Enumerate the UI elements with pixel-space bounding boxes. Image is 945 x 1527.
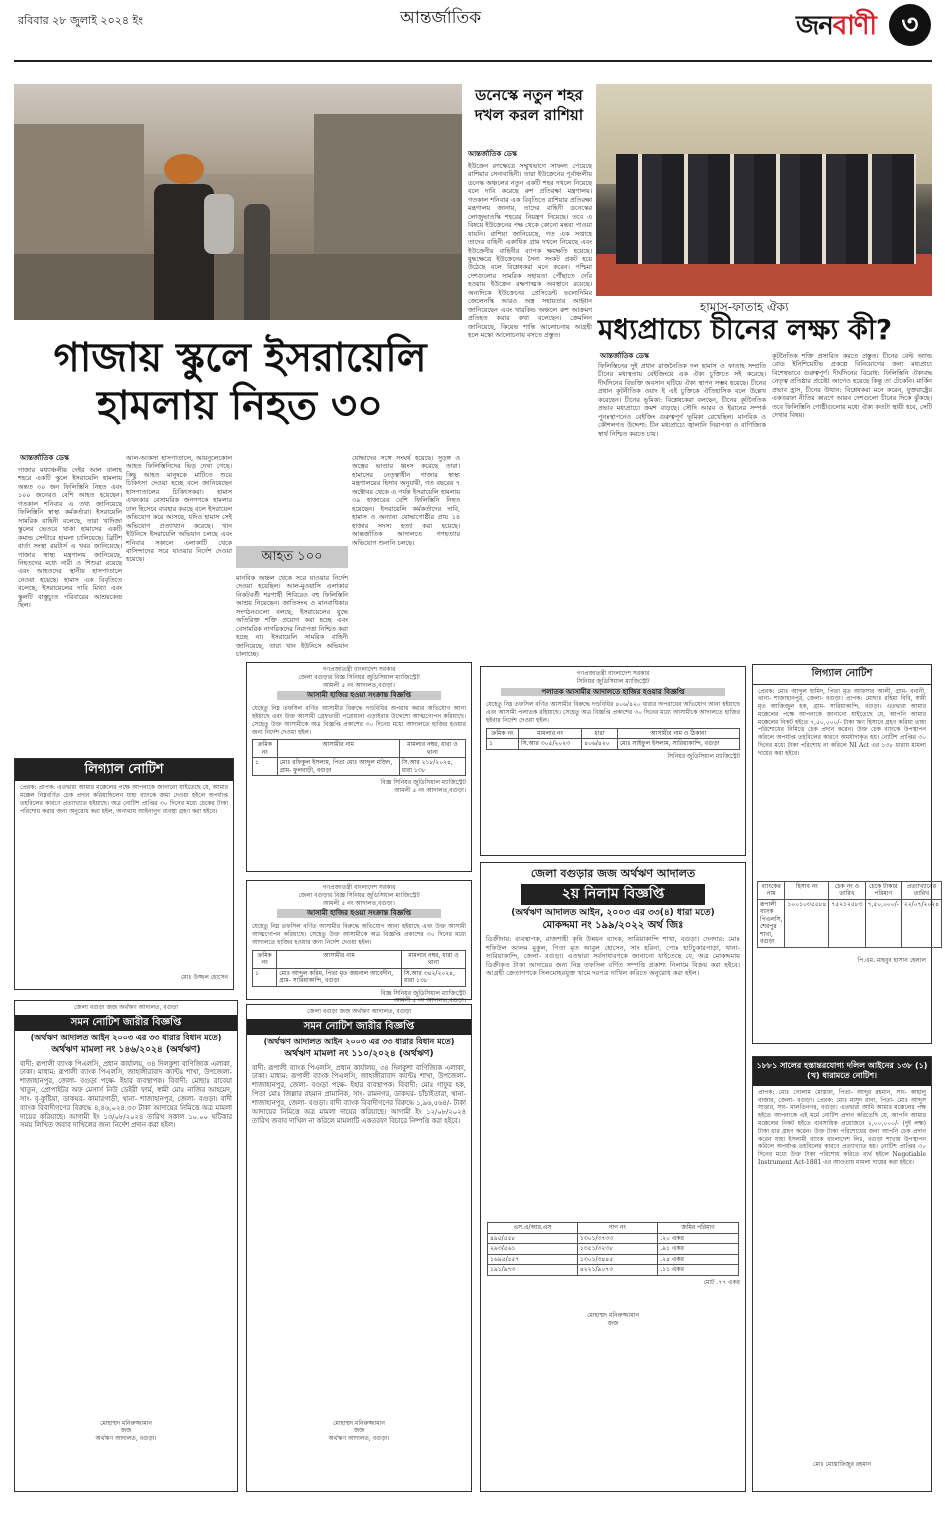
warrant1-cell: ১ (253, 758, 278, 776)
auction-cell: ১৩৫১/৩২৩৮ (577, 1244, 657, 1255)
issue-date: রবিবার ২৮ জুলাই ২০২৪ ইং (18, 14, 143, 27)
warrant-notice-2 (246, 880, 472, 1005)
auction-th-0: এস.এ/আর.এস (488, 1223, 578, 1234)
legal-right-th-1: হিসাব নং (785, 881, 829, 899)
middle-east-body-2: কূটনৈতিক শক্তি প্রসারিত করতে প্রস্তুত। চীনের বেল্ট অ্যান্ড রোড ইনিশিয়েটিভ প্রকল্পে বিনিয়োগের জন্য মধ্যপ্রাচ্য বিশেষভাবে গুরুত্বপূর্ণ। দীর্ঘদিনের বিরোধ: ফিলিস্তিনি ঐক্যবদ্ধ নেতৃত্ব প্রতিষ্ঠার প্রচেষ্টা আগেও হয়েছে কিন্তু তা টেকেনি। মার্কিন প্রভাব হ্রাস, চীনের উত্থান: বিশ্লেষকরা মনে করেন, যুক্তরাষ্ট্রের একতরফা নীতির কারণে আরব দেশগুলো চীনের দিকে ঝুঁকছে। তবে ফিলিস্তিনি গোষ্ঠীগুলোর মধ্যে ঐক্য কতটা স্থায়ী হবে, সেটি দেখার বিষয়। (772, 352, 932, 420)
logo-part-b: বাণী (832, 11, 876, 41)
legal-right-th-3: চেকে টাকার পরিমাণ (865, 881, 901, 899)
legal-right-cell: ২২/০৭/২০২৪ (901, 899, 941, 947)
middle-east-kicker: হামাস-ফাতাহ ঐক্য (700, 300, 789, 314)
warrant-notice-3 (480, 666, 746, 856)
auction-cell: ৪২২১/৯০৭৩ (577, 1265, 657, 1276)
warrant3-cell: ৪০৬/৪২০ (582, 739, 618, 750)
auction-cell: ১৩০১/৩৪৪৫ (577, 1254, 657, 1265)
header-rule (14, 60, 932, 62)
auction-case: মোকদ্দমা নং ১৯৯/২০২২ অর্থ জিঃ (542, 919, 684, 931)
legal-right-cell: ৭,৫০,০০০/- (865, 899, 901, 947)
gaza-body-4: যোদ্ধাদের সঙ্গে সংঘর্ষ হয়েছে। সুড়ঙ্গ ও অস্ত্রের ভাণ্ডার ধ্বংস করেছে তারা। হামাসের নেতৃত্বাধীন গাজার স্বাস্থ্য মন্ত্রণালয়ের হিসাব অনুযায়ী, গত বছরের ৭ অক্টোবর থেকে এ পর্যন্ত ইসরায়েলি হামলায় ৩৯ হাজারের বেশি ফিলিস্তিনি নিহত হয়েছেন। ইসরায়েলি কর্মকর্তাদের দাবি, হামাস ও অন্যান্য যোদ্ধাগোষ্ঠীর প্রায় ১৪ হাজার সদস্য হত্যা করা হয়েছে। আন্তর্জাতিক আদালতে গণহত্যার অভিযোগ শুনানি চলছে। (352, 454, 460, 547)
table-row (488, 1244, 739, 1255)
russia-body: ইউক্রেন রণক্ষেত্রে সম্মুখভাগে সাফল্য পেয়েছে রাশিয়ার সেনাবাহিনী। তারা ইউক্রেনের পূর্বাঞ্চলীয় ডনেস্ক অঞ্চলের নতুন একটি শহর দখলে নিয়েছে বলে দাবি করেছে রুশ প্রতিরক্ষা মন্ত্রণালয়। গতকাল শনিবার এক বিবৃতিতে রাশিয়ার প্রতিরক্ষা মন্ত্রণালয় জানায়, তাদের বাহিনী ডনেস্কের লোজুভাতস্কি শহরের নিয়ন্ত্রণ নিয়েছে। তবে এ বিষয়ে ইউক্রেনের পক্ষ থেকে কোনো মন্তব্য পাওয়া যায়নি। রাশিয়া জানিয়েছে, গত এক সপ্তাহে তাদের বাহিনী একাধিক গ্রাম দখলে নিয়েছে এবং ইউক্রেনীয় বাহিনীর ব্যাপক ক্ষয়ক্ষতি হয়েছে। যুদ্ধক্ষেত্রে ইউক্রেনের সৈন্য সংকট প্রকট হয়ে উঠেছে বলে বিশ্লেষকরা মনে করেন। পশ্চিমা দেশগুলোর সামরিক সহায়তা পৌঁছাতে দেরি হওয়ায় ইউক্রেন রক্ষণাত্মক অবস্থানে রয়েছে। অন্যদিকে ইউক্রেনের প্রেসিডেন্ট ভলোদিমির জেলেনস্কি আরও অস্ত্র সহায়তার আহ্বান জানিয়েছেন এবং খারকিভ অঞ্চলে রুশ আক্রমণ প্রতিহত করার কথা বলেছেন। ক্রেমলিন জানিয়েছে, কিয়েভ শান্তি আলোচনায় আগ্রহী হলে মস্কো আলোচনায় বসতে প্রস্তুত। (468, 162, 592, 340)
gaza-body-3: মানবিক অঞ্চল থেকে সরে যাওয়ার নির্দেশ দেওয়া হয়েছিল। আল-মুওয়াসি এলাকার নিকটবর্তী শরণার্থী শিবিরেও বহু ফিলিস্তিনি আশ্রয় নিয়েছেন। জাতিসংঘ ও মানবাধিকার সংগঠনগুলো বলছে, ইসরায়েলের যুদ্ধে অতিরিক্ত শক্তি প্রয়োগ করা হচ্ছে এবং বেসামরিক নাগরিকদের নিরাপত্তা নিশ্চিত করা হচ্ছে না। ইসরায়েলি সামরিক বাহিনী জানিয়েছে, তারা খান ইউনিসে অভিযান চালাচ্ছে। (236, 574, 348, 659)
auction-court: জেলা বগুড়ার জজ অর্থঋণ আদালত (530, 867, 696, 880)
auction-table (487, 1222, 739, 1276)
photo-bystander (244, 204, 270, 320)
table-row (488, 1265, 739, 1276)
warrant1-head: গণপ্রজাতন্ত্রী বাংলাদেশ সরকার (322, 666, 396, 673)
legal-right-th-0: ব্যাংকের নাম (758, 881, 785, 899)
warrant3-court: সিনিয়র জুডিসিয়াল ম্যাজিস্ট্রেট (576, 677, 650, 685)
gaza-photo (14, 84, 462, 320)
auction-total: মোট .৭৭ একর (703, 1278, 740, 1286)
summons1-body: বাদী: রূপালী ব্যাংক পিএলসি, প্রধান কার্যালয়, ৩৪ দিলকুশা বাণিজ্যিক এলাকা, ঢাকা। মাধ্যম: রূপালী ব্যাংক পিএলসি, জাহাঙ্গীরাবাদ ক্যান্টঃ শাখা, উপজেলা- শাজাহানপুর, জেলা- বগুড়া পক্ষে- ইহার ব্যবস্থাপক। বিবাদী: মোছাঃ রাবেয়া খাতুন, প্রোপাইটর অফ মেসার্স নিউ ডেইরী ফার্ম, স্বামী মোঃ নাজির আহমেদ, সাং- বৃ-কুষ্টিয়া, ডাকঘর- কামারগাড়ী, থানা- শাজাহানপুর, জেলা- বগুড়া। বাদী ব্যাংক বিবাদীগণের বিরুদ্ধে ৪,৪৬,০২৪.৩৩ টাকা আদায়ের নিমিত্তে অত্র মামলা দায়ের করিয়াছে। আগামী ইং ১৩/০৮/২০২৪ তারিখ সকাল ১০.০০ ঘটিকার সময় লিখিত জবাব দাখিলের জন্য নির্দেশ প্রদান করা হইল। (20, 1059, 232, 1130)
warrant1-signer: বিজ্ঞ সিনিয়র জুডিসিয়াল ম্যাজিস্ট্রেট (380, 779, 466, 787)
middle-east-desk: আন্তর্জাতিক ডেস্ক (600, 352, 649, 360)
legal-notice-body: প্রেরক: প্রাপক: এতদ্বারা আমার মক্কেলের পক্ষে আপনাকে জানানো যাইতেছে যে, আমার মক্কেল নিম্নবর্ণিত চেক প্রদান করিয়াছিলেন যাহা ব্যাংকে জমা দেওয়া হইলে অপর্যাপ্ত তহবিলের কারণে প্রত্যাখ্যাত হইয়াছে। অত্র নোটিশ প্রাপ্তির ৩০ দিনের মধ্যে চেকের টাকা পরিশোধ করার জন্য অনুরোধ করা হইল, অন্যথায় আইনানুগ ব্যবস্থা গ্রহণ করা হইবে। (20, 784, 228, 815)
warrant2-amoli: আমলী ৫ নং আদালত,বগুড়া। (323, 899, 395, 907)
warrant2-signer2: আমলী ৫ নং আদালত,বগুড়া। (394, 997, 466, 1005)
injured-box: আহত ১০০ (236, 546, 348, 568)
warrant2-title: আসামী হাজির হওয়া সংক্রান্ত বিজ্ঞপ্তি (277, 909, 441, 918)
warrant3-signer: সিনিয়র জুডিসিয়াল ম্যাজিস্ট্রেট (667, 752, 740, 760)
warrant2-cell: ১ (253, 968, 277, 986)
warrant1-title: আসামী হাজির হওয়া সংক্রান্ত বিজ্ঞপ্তি (277, 691, 441, 700)
newspaper-logo[interactable] (796, 4, 931, 48)
auction-cell: .২৪ একর (658, 1254, 739, 1265)
legal-notice-signer: মোঃ উজ্জল হোসেন (180, 974, 228, 982)
beijing-photo (596, 84, 932, 296)
warrant1-body: যেহেতু নিম্ন তফসিল বর্ণিত আসামীর বিরুদ্ধে দণ্ডবিধির অপরাধ করার অভিযোগ আনা হইয়াছে এবং উক্ত আসামী গ্রেফতারী পরোয়ানা এড়াইবার উদ্দেশ্যে আত্মগোপন করিয়াছে। সেহেতু উক্ত আসামীকে অত্র বিজ্ঞপ্তি প্রকাশের ৩০ দিনের মধ্যে আদালতে হাজির হওয়ার জন্য নির্দেশ দেওয়া হইল। (252, 705, 466, 736)
warrant3-th-1: মামলার নং (518, 728, 581, 739)
warrant2-body: যেহেতু নিম্ন তফসিল বর্ণিত আসামীর বিরুদ্ধে অভিযোগ আনা হইয়াছে এবং উক্ত আসামী আত্মগোপন করিয়াছে। সেহেতু উক্ত আসামীকে অত্র বিজ্ঞপ্তি প্রকাশের ৩০ দিনের মধ্যে আদালতে হাজির হওয়ার জন্য নির্দেশ দেওয়া হইল। (252, 923, 466, 946)
ni-notice-signer: মোঃ মোস্তাফিজুর রহমান (813, 1460, 871, 1468)
warrant2-cell: সি.আর ৩৪২/২০২৪, ধারা ১৩৮ (401, 968, 465, 986)
auction-th-2: জমির পরিমাণ (658, 1223, 739, 1234)
warrant3-cell: ১ (487, 739, 519, 750)
auction-cell: .১১ একর (658, 1265, 739, 1276)
summons1-judge: মোহাম্মদ মনিরুজ্জামান (100, 1419, 152, 1427)
middle-east-headline: মধ্যপ্রাচ্যে চীনের লক্ষ্য কী? (598, 313, 893, 346)
gaza-body-2: আল-আকসা হাসপাতালে, আয়নুলেকোল আহত ফিলিস্তিনিদের ভিড় দেখা গেছে। কিছু আহত মানুষকে মাটিতে শুয়ে চিকিৎসা দেওয়া হচ্ছে বলে জানিয়েছেন হাসপাতালের চিকিৎসকরা। হামাস এখনকার বেসামরিক জনগণকে হামলার ঢাল হিসেবে ব্যবহার করছে বলে ইসরায়েল অভিযোগ করে আসছে, যদিও হামাস সেই অভিযোগ প্রত্যাখ্যান করেছে। খান ইউনিসে ইসরায়েলি অভিযান চলছে এবং শনিবার সকালে এলাকাটি থেকে বাসিন্দাদের সরে যাওয়ার নির্দেশ দেওয়া হয়েছে। (126, 454, 232, 564)
summons2-law: (অর্থঋণ আদালত আইন ২০০৩ এর ৩৩ ধারার বিধান মতে) (263, 1037, 455, 1047)
warrant3-head: গণপ্রজাতন্ত্রী বাংলাদেশ সরকার (576, 670, 650, 677)
legal-right-cell: ১০০১০৩৫৫৮৪ (785, 899, 829, 947)
photo-child (204, 194, 234, 254)
warrant1-th-1: আসামীর নাম (277, 740, 399, 758)
warrant1-th-0: ক্রমিক নং (253, 740, 278, 758)
gaza-headline (20, 334, 460, 430)
warrant2-head: গণপ্রজাতন্ত্রী বাংলাদেশ সরকার (322, 884, 396, 891)
summons2-court: অর্থঋণ আদালত, বগুড়া। (328, 1435, 390, 1443)
warrant2-th-2: মামলার নম্বর, ধারা ও থানা (401, 950, 465, 968)
summons1-title: সমন নোটিশ জারীর বিজ্ঞপ্তি (15, 1015, 237, 1032)
warrant1-cell: সি.আর ২১৮/২০২৪, ধারা ১৩৮ (399, 758, 465, 776)
auction-notice (480, 862, 746, 1492)
table-row (758, 899, 942, 947)
warrant1-table-wrap (247, 739, 471, 776)
warrant1-court: জেলা বগুড়ার বিজ্ঞ সিনিয়র জুডিসিয়াল ম্যাজিস্ট্রেট (298, 673, 420, 681)
gaza-desk: আন্তর্জাতিক ডেস্ক (20, 454, 69, 462)
auction-judge: মোহাম্মদ মনিরুজ্জামান (587, 1312, 639, 1320)
table-row (253, 758, 466, 776)
warrant2-th-0: ক্রমিক নং (253, 950, 277, 968)
gaza-headline-line2: হামলায় নিহত ৩০ (96, 383, 383, 429)
legal-notice-title: লিগ্যাল নোটিশ (15, 759, 233, 781)
warrant1-cell: মোঃ রফিকুল ইসলাম, পিতা মোঃ আব্দুল মজিদ, গ্রাম- ফুলবাড়ী, বগুড়া (277, 758, 399, 776)
table-row (253, 968, 466, 986)
ni-notice-title: ১৮৮১ সালের হস্তান্তরযোগ্য দলিল আইনের ১৩৮ (১) (খ) ধারামতে নোটিশ। (753, 1057, 931, 1086)
gaza-body-1: গাজার মধ্যাঞ্চলীয় দেইর আল বালাহ শহরে একটি স্কুলে ইসরায়েলি হামলায় অন্তত ৩০ জন ফিলিস্তিনি নিহত এবং ১০০ জনেরও বেশি আহত হয়েছেন। গতকাল শনিবার এ তথ্য জানিয়েছে ফিলিস্তিনি স্বাস্থ্য কর্মকর্তারা। ইসরায়েলি সামরিক বাহিনী বলেছে, তারা খাদিজা স্কুলের ভেতরে থাকা হামাসের একটি কমান্ড সেন্টারে হামলা চালিয়েছে। ব্রিটিশ বার্তা সংস্থা রয়টার্স এ খবর জানিয়েছে। গাজার স্বাস্থ্য মন্ত্রণালয় জানিয়েছে, নিহতদের মধ্যে নারী ও শিশুরা রয়েছে এবং আহতদের স্থানীয় হাসপাতালে নেওয়া হয়েছে। হামাস এক বিবৃতিতে বলেছে, ইসরায়েলের দাবি মিথ্যা এবং স্কুলটি বাস্তুচ্যুত পরিবারের আশ্রয়কেন্দ্র ছিল। (18, 466, 122, 610)
warrant3-title: পলাতক আসামীর আদালতে হাজির হওয়ার বিজ্ঞপ্তি (501, 688, 725, 697)
logo-part-a: জন (796, 11, 833, 41)
summons2-judge: মোহাম্মদ মনিরুজ্জামান (333, 1419, 385, 1427)
logo-wordmark (796, 10, 876, 43)
auction-th-1: দাগ নং (577, 1223, 657, 1234)
warrant3-body: যেহেতু নিম্ন তফসিল বর্ণিত আসামীর বিরুদ্ধে দণ্ডবিধির ৪০৬/৪২০ ধারার অপরাধের অভিযোগ আনা হইয়াছে এবং আসামী পলাতক রহিয়াছে। সেহেতু অত্র বিজ্ঞপ্তি প্রকাশের ৩০ দিনের মধ্যে আসামীকে আদালতে হাজির হইবার নির্দেশ দেওয়া হইল। (486, 701, 740, 724)
negotiable-instrument-notice (752, 1056, 932, 1492)
warrant1-amoli: আমলী ৫ নং আদালত,বগুড়া। (323, 681, 395, 689)
auction-cell: .২০ একর (658, 1233, 739, 1244)
table-row (488, 1233, 739, 1244)
legal-right-th-4: প্রত্যাখ্যানের তারিখ (901, 881, 941, 899)
warrant1-signer2: আমলী ৫ নং আদালত,বগুড়া। (394, 787, 466, 795)
table-row (488, 1254, 739, 1265)
legal-right-table-wrap (753, 881, 940, 948)
photo-headscarf (164, 154, 204, 184)
summons2-title: সমন নোটিশ জারীর বিজ্ঞপ্তি (247, 1019, 471, 1036)
warrant3-cell: সি.আর ৩০৫/২০২৩ (518, 739, 581, 750)
summons1-court-top: জেলা বগুড়া জজ অর্থঋণ আদালত, বগুড়া (73, 1004, 179, 1011)
warrant3-th-0: ক্রমিক নং (487, 728, 519, 739)
warrant3-table-wrap (481, 728, 745, 750)
summons2-case: অর্থঋণ মামলা নং ১১০/২০২৪ (অর্থঋণ) (284, 1049, 434, 1060)
legal-notice-right (752, 664, 940, 1044)
auction-law: (অর্থঋণ আদালত আইন, ২০০৩ এর ৩৩(৪) ধারা মতে) (511, 908, 715, 919)
summons-notice-1 (14, 1000, 238, 1492)
page-number: ৩ (889, 4, 931, 46)
summons1-law: (অর্থঋণ আদালত আইন ২০০৩ এর ৩৩ ধারার বিধান মতে) (30, 1033, 222, 1043)
summons2-judge-role: জজ (353, 1427, 365, 1435)
auction-judge-role: জজ (607, 1320, 619, 1328)
warrant2-table (252, 950, 466, 987)
warrant2-th-1: আসামীর নাম (277, 950, 402, 968)
summons2-court-top: জেলা বগুড়া জজ অর্থঋণ আদালত, বগুড়া (306, 1008, 412, 1015)
warrant-notice-1 (246, 662, 472, 872)
legal-right-title: লিগ্যাল নোটিশ (753, 665, 931, 685)
legal-right-th-2: চেক নং ও তারিখ (829, 881, 865, 899)
summons2-body: বাদী: রূপালী ব্যাংক পিএলসি, প্রধান কার্যালয়, ৩৪ দিলকুশা বাণিজ্যিক এলাকা, ঢাকা। মাধ্যম: রূপালী ব্যাংক পিএলসি, জাহাঙ্গীরাবাদ ক্যান্টঃ শাখা, উপজেলা- শাজাহানপুর, জেলা- বগুড়া পক্ষে- ইহার ব্যবস্থাপক। বিবাদী: মোঃ গাফুর হক, পিতা মোঃ জিল্লার রহমান প্রামানিক, সাং- রামনগর, ডাকঘর- চাঁচাইতারা, থানা- শাজাহানপুর, জেলা- বগুড়া। বাদী ব্যাংক বিবাদীগণের বিরুদ্ধে ১,৯৬,৫৬৪/- টাকা আদায়ের নিমিত্তে অত্র মামলা দায়ের করিয়াছে। আগামী ইং ১২/০৮/২০২৪ তারিখ জবাব দাখিল না করিলে মামলাটি একতরফা বিচারে নিষ্পত্তি করা হইবে। (252, 1063, 466, 1125)
warrant2-table-wrap (247, 950, 471, 987)
auction-cell: ১৬৯৫/৫৫৭ (488, 1254, 578, 1265)
auction-title: ২য় নিলাম বিজ্ঞপ্তি (521, 884, 705, 906)
legal-right-table (757, 881, 942, 948)
legal-right-cell: রূপালী ব্যাংক পিএলসি, শেরপুর শাখা, বগুড়া (758, 899, 785, 947)
warrant3-cell: মোঃ সাইফুল ইসলাম, সারিয়াকান্দি, বগুড়া (617, 739, 739, 750)
summons1-judge-role: জজ (120, 1427, 132, 1435)
warrant2-cell: মোঃ আব্দুল করিম, পিতা মৃত জয়নাল আবেদীন, গ্রাম- সারিয়াকান্দি, বগুড়া (277, 968, 402, 986)
russia-desk: আন্তর্জাতিক ডেস্ক (468, 150, 517, 158)
warrant3-th-3: আসামীর নাম ও ঠিকানা (617, 728, 739, 739)
warrant3-th-2: ধারা (582, 728, 618, 739)
legal-notice-left (14, 758, 234, 990)
auction-cell: ২৯৩/৫৬১ (488, 1244, 578, 1255)
legal-right-body: প্রেরক: মোঃ আব্দুল হামিদ, পিতা মৃত আফসার আলী, গ্রাম- বনানী, থানা- শাজাহানপুর, জেলা- বগুড়া। প্রাপক: মোছাঃ রহিমা বিবি, স্বামী মৃত আজিজুল হক, গ্রাম- সারিয়াকান্দি, বগুড়া। এতদ্বারা আমার মক্কেলের পক্ষে আপনাকে জানানো যাইতেছে যে, আপনি আমার মক্কেলের নিকট হইতে ৭,৫০,০০০/- টাকা ঋণ হিসাবে গ্রহণ করিয়া তাহা পরিশোধের নিমিত্তে চেক প্রদান করেন। উক্ত চেক ব্যাংকে উপস্থাপন করিলে অপর্যাপ্ত তহবিলের কারণে অমর্যাদাকৃত হয়। নোটিশ প্রাপ্তির ৩০ দিনের মধ্যে টাকা পরিশোধ না করিলে NI Act এর ১৩৮ ধারায় মামলা দায়ের করা হইবে। (758, 687, 926, 757)
ni-notice-body: প্রাপক: মোঃ গোলাম মোস্তফা, পিতা- আব্দুর রহমান, সাং- কাহালু বাজার, জেলা- বগুড়া। প্রেরক: মোঃ মাসুদ রানা, পিতা- মোঃ আব্দুস সাত্তার, সাং- মালতিনগর, বগুড়া। এতদ্বারা আমি আমার মক্কেলের পক্ষ হইতে আপনাকে এই মর্মে নোটিশ প্রদান করিতেছি যে, আপনি আমার মক্কেলের নিকট হইতে ব্যবসায়িক প্রয়োজনে ২,০০,০০০/- (দুই লক্ষ) টাকা ধার গ্রহণ করেন। উক্ত টাকা পরিশোধের জন্য আপনি চেক প্রদান করেন যাহা ইসলামী ব্যাংক বাংলাদেশ লিঃ, বগুড়া শাখায় উপস্থাপন করিলে অপর্যাপ্ত তহবিলের কারণে প্রত্যাখ্যাত হয়। নোটিশ প্রাপ্তির ৩০ দিনের মধ্যে উক্ত টাকা পরিশোধ করিতে ব্যর্থ হইলে Negotiable Instrument Act-1881 এর আওতায় মামলা দায়ের করা হইবে। (758, 1088, 926, 1166)
auction-cell: ১৯১/৯৭৩ (488, 1265, 578, 1276)
photo-delegates (616, 154, 916, 264)
auction-cell: ৪৯৫/৫৫৮ (488, 1233, 578, 1244)
auction-body: ডিক্রীদার: ব্যবস্থাপক, রাজশাহী কৃষি উন্নয়ন ব্যাংক, সারিয়াকান্দি শাখা, বগুড়া। দেনদার: মোঃ শফিউল আলম মুকুল, পিতা মৃত আবুল হোসেন, সাং হরিনা, পোঃ হাটচুকারপাড়া, থানা- সারিয়াকান্দি, জেলা- বগুড়া। এতদ্বারা সর্বসাধারণকে জানানো যাইতেছে যে, অত্র মোকদ্দমায় ডিক্রীকৃত টাকা আদায়ের জন্য নিম্ন তফসিল বর্ণিত সম্পত্তি প্রকাশ্য নিলামে বিক্রয় করা হইবে। আগ্রহী ক্রেতাগণকে সিলমোহরযুক্ত খামে দরপত্র দাখিল করিতে অনুরোধ করা হইল। (486, 935, 740, 978)
warrant1-table (252, 739, 466, 776)
warrant2-court: জেলা বগুড়ার বিজ্ঞ সিনিয়র জুডিসিয়াল ম্যাজিস্ট্রেট (298, 891, 420, 899)
summons1-case: অর্থঋণ মামলা নং ১৪৬/২০২৪ (অর্থঋণ) (51, 1045, 201, 1056)
auction-cell: ১৩০১/৩৭৩৩ (577, 1233, 657, 1244)
auction-table-wrap (481, 1222, 745, 1276)
warrant3-table (486, 728, 740, 750)
summons-notice-2 (246, 1004, 472, 1492)
table-row (487, 739, 740, 750)
warrant1-th-2: মামলার নম্বর, ধারা ও থানা (399, 740, 465, 758)
section-title: আন্তর্জাতিক (400, 8, 482, 28)
gaza-headline-line1: গাজায় স্কুলে ইসরায়েলি (53, 335, 427, 381)
legal-right-signer: পি.এম. মাহবুব হাসান হেলাল (857, 956, 926, 964)
legal-right-cell: ৭৫২১২৫৮৩ (829, 899, 865, 947)
middle-east-body-1: ফিলিস্তিনের দুই প্রধান রাজনৈতিক দল হামাস ও ফাতাহ সম্প্রতি চীনের মধ্যস্থতায় বেইজিংয়ে এক ঐক্য চুক্তিতে সই করেছে। দীর্ঘদিনের বিভক্তি অবসান ঘটিয়ে ঐক্য স্থাপন সম্ভব হয়েছে। চীনের প্রধান কূটনীতিক ওয়াং ই এই চুক্তিকে ঐতিহাসিক বলে উল্লেখ করেছেন। চীনের ভূমিকা: বিশ্লেষকেরা বলছেন, চীনের কূটনৈতিক প্রভাব মধ্যপ্রাচ্যে ক্রমশ বাড়ছে। সৌদি আরব ও ইরানের সম্পর্ক পুনঃস্থাপনেও বেইজিং গুরুত্বপূর্ণ ভূমিকা রেখেছিল। মানবিক ও কৌশলগত উদ্দেশ্য: চীন মধ্যপ্রাচ্যে জ্বালানি নিরাপত্তা ও বাণিজ্যিক স্বার্থ নিশ্চিত করতে চায়। (598, 362, 766, 438)
warrant2-signer: বিজ্ঞ সিনিয়র জুডিসিয়াল ম্যাজিস্ট্রেট (380, 989, 466, 997)
photo-rubble (14, 254, 462, 320)
summons1-court: অর্থঋণ আদালত, বগুড়া। (95, 1435, 157, 1443)
russia-headline: ডনেস্কে নতুন শহর দখল করল রাশিয়া (474, 86, 584, 124)
auction-cell: .৯১ একর (658, 1244, 739, 1255)
